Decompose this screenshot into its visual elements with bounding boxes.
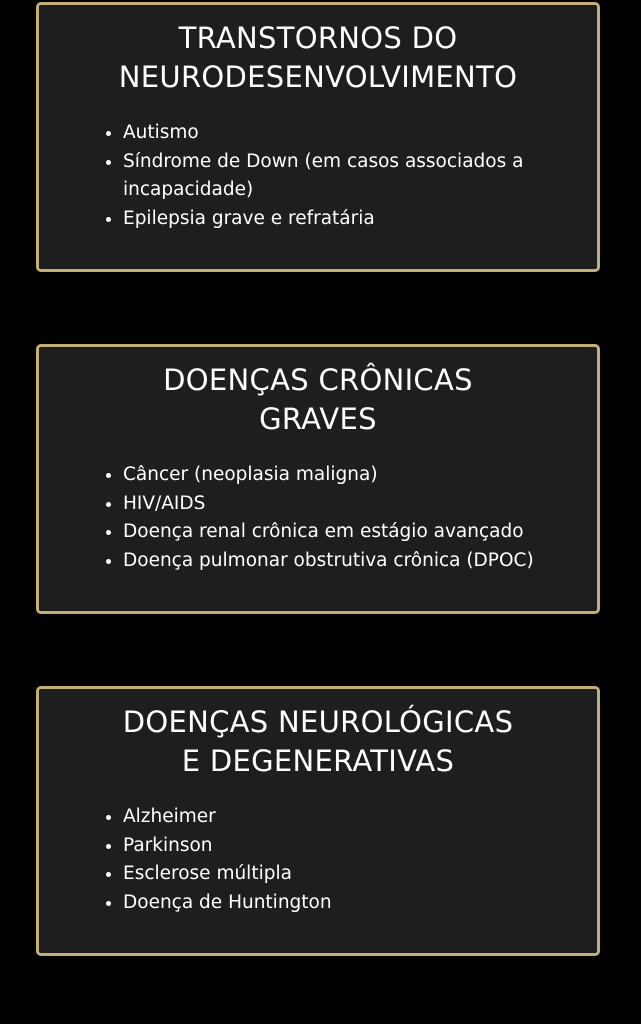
list-item: • Doença renal crônica em estágio avançado	[123, 518, 593, 547]
condition-list	[87, 461, 593, 576]
card-title-line: DOENÇAS NEUROLÓGICAS	[122, 705, 514, 739]
list-item: • Doença pulmonar obstrutiva crônica (DPOC)	[123, 547, 593, 576]
card-title-line: NEURODESENVOLVIMENTO	[118, 60, 518, 94]
card-title-line: TRANSTORNOS DO	[178, 21, 458, 55]
card-neurological-diseases	[36, 686, 600, 956]
card-title	[39, 703, 597, 781]
list-item: • Parkinson	[123, 832, 563, 861]
condition-list	[87, 803, 563, 918]
list-item: • Alzheimer	[123, 803, 563, 832]
card-title-line: E DEGENERATIVAS	[181, 744, 455, 778]
card-neurodevelopmental-disorders	[36, 2, 600, 272]
card-chronic-diseases	[36, 344, 600, 614]
list-item: • Autismo	[123, 119, 563, 148]
card-title	[39, 19, 597, 97]
card-title	[39, 361, 597, 439]
list-item: • Esclerose múltipla	[123, 860, 563, 889]
card-title-line: DOENÇAS CRÔNICAS	[163, 363, 473, 397]
list-item: • Câncer (neoplasia maligna)	[123, 461, 593, 490]
list-item: • Doença de Huntington	[123, 889, 563, 918]
condition-list	[87, 119, 563, 234]
list-item: • Síndrome de Down (em casos associados a incapacidade)	[123, 148, 563, 205]
card-title-line: GRAVES	[259, 402, 377, 436]
list-item: • Epilepsia grave e refratária	[123, 205, 563, 234]
list-item: • HIV/AIDS	[123, 490, 593, 519]
